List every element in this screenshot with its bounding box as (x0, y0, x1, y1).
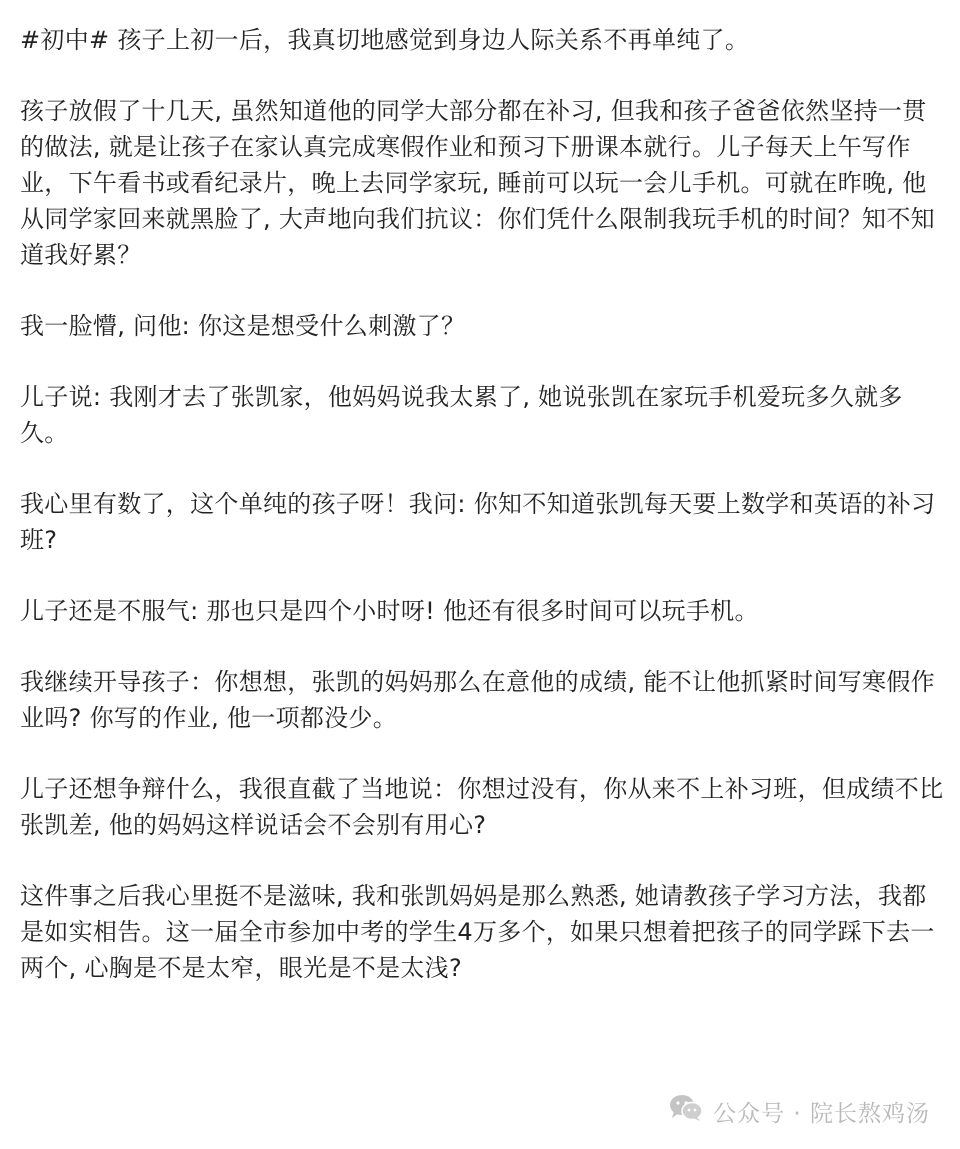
paragraph-7: 我继续开导孩子：你想想，张凯的妈妈那么在意他的成绩, 能不让他抓紧时间写寒假作业吗? 你写的作业, 他一项都没少。 (20, 668, 935, 732)
paragraph-3: 我一脸懵, 问他: 你这是想受什么刺激了？ (20, 312, 466, 340)
watermark (669, 1093, 930, 1129)
paragraph-1: #初中# 孩子上初一后，我真切地感觉到身边人际关系不再单纯了。 (20, 26, 750, 54)
paragraph-9: 这件事之后我心里挺不是滋味, 我和张凯妈妈是那么熟悉, 她请教孩子学习方法，我都是如实相告。这一届全市参加中考的学生4万多个，如果只想着把孩子的同学踩下去一两个, 心胸是不是太窄，眼光是不是太浅? (20, 882, 935, 982)
paragraph-6: 儿子还是不服气: 那也只是四个小时呀! 他还有很多时间可以玩手机。 (20, 597, 759, 625)
watermark-text: 公众号 · 院长熬鸡汤 (713, 1100, 930, 1127)
paragraph-2: 孩子放假了十几天, 虽然知道他的同学大部分都在补习, 但我和孩子爸爸依然坚持一贯的做法, 就是让孩子在家认真完成寒假作业和预习下册课本就行。儿子每天上午写作业，下午看书或看纪录片，晚上去同学家玩, 睡前可以玩一会儿手机。可就在昨晚, 他从同学家回来就黑脸了, 大声地向我们抗议：你们凭什么限制我玩手机的时间？知不知道我好累？ (20, 97, 935, 269)
paragraph-4: 儿子说: 我刚才去了张凯家，他妈妈说我太累了, 她说张凯在家玩手机爱玩多久就多久。 (20, 383, 903, 447)
paragraph-8: 儿子还想争辩什么，我很直截了当地说：你想过没有，你从来不上补习班，但成绩不比张凯差, 他的妈妈这样说话会不会别有用心? (20, 775, 944, 839)
paragraph-5: 我心里有数了，这个单纯的孩子呀！我问: 你知不知道张凯每天要上数学和英语的补习班? (20, 490, 936, 554)
wechat-icon (669, 1094, 713, 1128)
article-body (20, 22, 948, 1021)
